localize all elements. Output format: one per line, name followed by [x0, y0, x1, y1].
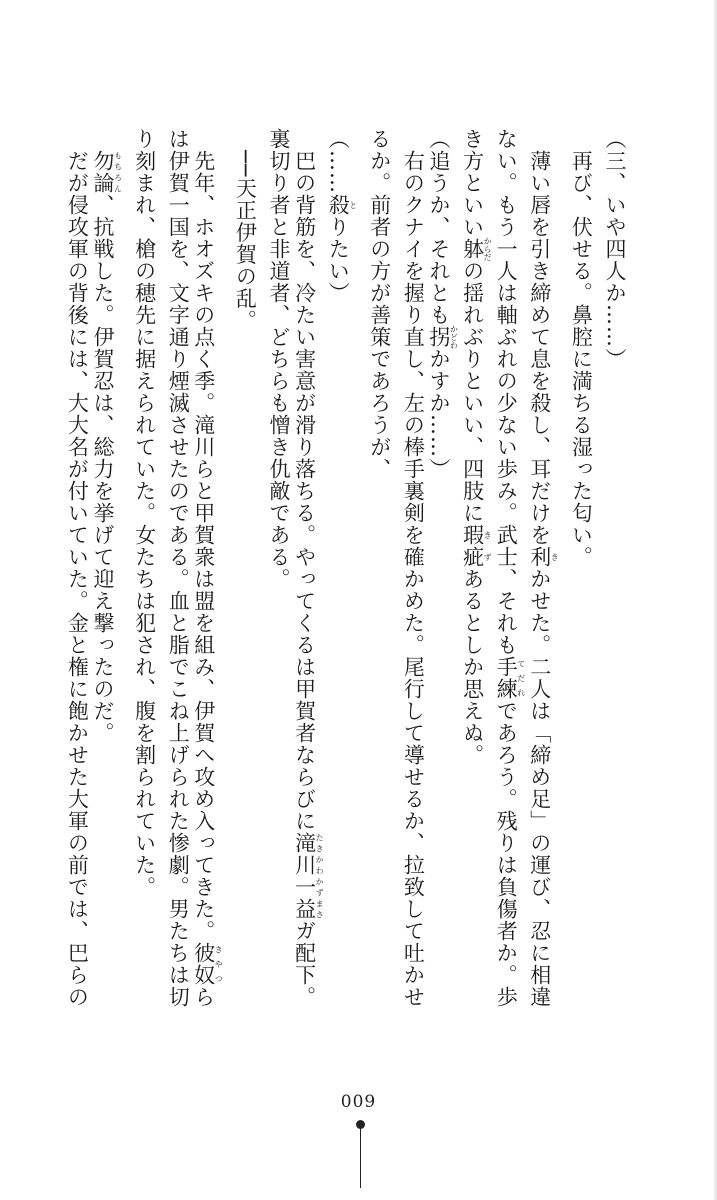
text-segment: （追うか、それとも	[427, 128, 451, 326]
text-segment: ──天正伊賀の乱。	[233, 150, 258, 332]
text-column	[369, 128, 391, 480]
furigana: てだれ	[516, 656, 526, 700]
text-segment: であろう。残りは負傷者か。歩	[494, 700, 519, 1008]
text-segment: り刻まれ、槍の穂先に据えられていた。女たちは犯され、腹を割られていた。	[132, 128, 157, 898]
text-segment: は伊賀一国を、文字通り煙滅させたのである。血と脂でこね上げられた惨劇。男たちは切	[166, 128, 191, 1008]
text-segment: 先年、ホオズキの点く季。滝川らと甲賀衆は盟を組み、伊賀へ攻め入ってきた。	[191, 150, 216, 942]
text-column	[402, 128, 424, 1008]
text-column	[167, 128, 189, 1008]
furigana: かどわ	[449, 325, 459, 349]
text-column	[268, 128, 290, 590]
ruby-word	[460, 237, 493, 261]
text-column	[134, 128, 156, 898]
ruby-word	[460, 524, 493, 568]
text-segment: （……	[326, 128, 351, 194]
furigana: もちろん	[113, 150, 123, 194]
text-segment: 再び、伏せる。鼻腔に満ちる湿った匂い。	[569, 150, 594, 568]
ruby-base: 殺	[326, 194, 351, 216]
ruby-word	[292, 832, 325, 920]
ruby-base: 彼奴	[191, 942, 216, 986]
ruby-word	[427, 325, 459, 349]
text-column	[191, 128, 224, 1008]
page-number: 009	[340, 1092, 377, 1112]
ruby-base: 利	[527, 546, 552, 568]
text-segment: 薄い唇を引き締めて息を殺し、耳だけを	[527, 150, 552, 546]
text-segment: かせた。二人は「締め足」の運び、忍に相違	[527, 568, 552, 1008]
text-segment: ガ配下。	[292, 920, 317, 1008]
text-segment: るか。前者の方が善策であろうが、	[367, 128, 392, 480]
text-column	[91, 128, 123, 744]
furigana: と	[348, 194, 358, 216]
text-column	[234, 128, 256, 331]
text-column	[66, 128, 88, 1008]
furigana: きず	[483, 524, 493, 568]
text-column	[604, 128, 626, 370]
text-segment: の揺れぶりといい、四肢に	[460, 260, 485, 524]
text-segment: （三、いや四人か……）	[603, 128, 627, 370]
text-column	[527, 128, 560, 1008]
text-segment: ら	[191, 986, 216, 1008]
text-column	[326, 128, 358, 304]
text-segment: ない。もう一人は軸ぶれの少ない歩み。武士、それも	[494, 128, 519, 656]
ruby-word	[191, 942, 224, 986]
text-segment: 、抗戦した。伊賀忍は、総力を挙げて迎え撃ったのだ。	[91, 194, 115, 744]
furigana: きやつ	[214, 942, 224, 986]
text-segment: あるとしか思えぬ。	[460, 568, 485, 766]
text-segment: 巴の背筋を、冷たい害意が滑り落ちる。やってくるは甲賀者ならびに	[292, 150, 317, 832]
text-segment: 裏切り者と非道者、どちらも憎き仇敵である。	[267, 128, 291, 590]
ruby-word	[91, 150, 123, 194]
ruby-word	[494, 656, 526, 700]
ruby-base: 瑕疵	[460, 524, 485, 568]
text-segment: かすか……）	[427, 348, 451, 480]
text-column	[460, 128, 493, 766]
text-segment: りたい）	[326, 216, 351, 304]
furigana: き	[550, 546, 560, 568]
text-segment: だが侵攻軍の背後には、大大名が付いていた。金と権に飽かせた大軍の前では、巴らの	[65, 150, 90, 1008]
ruby-word	[527, 546, 560, 568]
furigana: たきかわかずまさ	[315, 832, 325, 920]
text-segment: 右のクナイを握り直し、左の棒手裏剣を確かめた。尾行して導せるか、拉致して吐かせ	[401, 150, 426, 1008]
ruby-base: 拐	[427, 325, 451, 349]
ruby-word	[326, 194, 358, 216]
ruby-base: 躰	[460, 237, 485, 261]
page-edge-shadow	[713, 0, 717, 1200]
page-marker-line	[360, 1128, 361, 1188]
furigana: からだ	[483, 237, 493, 261]
text-column	[292, 128, 325, 1008]
ruby-base: 手練	[494, 656, 519, 700]
ruby-base: 滝川一益	[292, 832, 317, 920]
text-column	[494, 128, 526, 1008]
text-segment: き方といい	[460, 128, 485, 238]
text-column	[427, 128, 459, 480]
text-column	[570, 128, 592, 568]
ruby-base: 勿論	[91, 150, 115, 194]
